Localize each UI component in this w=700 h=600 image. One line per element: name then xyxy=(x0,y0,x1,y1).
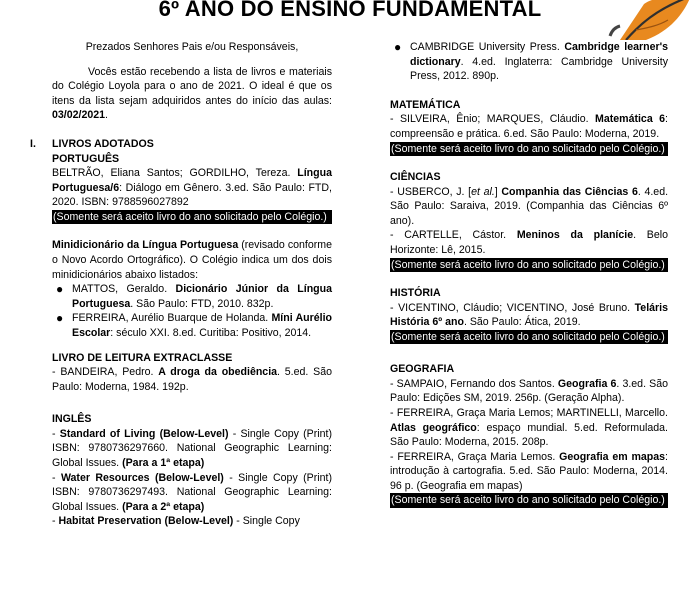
notice-geografia: (Somente será aceito livro do ano solicitado pelo Colégio.) xyxy=(390,493,668,507)
left-column xyxy=(30,40,333,529)
notice-ciencias: (Somente será aceito livro do ano solicitado pelo Colégio.) xyxy=(390,258,668,272)
ingles-item: - Habitat Preservation (Below-Level) - Single Copy xyxy=(52,515,300,528)
section-heading: LIVROS ADOTADOS xyxy=(52,137,154,150)
notice-matematica: (Somente será aceito livro do ano solicitado pelo Colégio.) xyxy=(390,142,668,156)
list-item: ● FERREIRA, Aurélio Buarque de Holanda. Míni Aurélio Escolar: século XXI. 8.ed. Curitiba: Positivo, 2014. xyxy=(56,311,332,339)
bullet-icon: ● xyxy=(56,282,64,297)
ingles-item: - Water Resources (Below-Level) - Single Copy (Print) ISBN: 9780736297493. National Geographic Learning: Global Issues. (Para a 2ª etapa) xyxy=(52,471,332,513)
ingles-heading: INGLÊS xyxy=(52,413,92,426)
leitura-heading: LIVRO DE LEITURA EXTRACLASSE xyxy=(52,351,233,364)
ciencias-book: - USBERCO, J. [et al.] Companhia das Ciências 6. 4.ed. São Paulo: Saraiva, 2019. (Companhia das Ciências 6º ano). xyxy=(390,185,669,227)
ingles-item: - Standard of Living (Below-Level) - Single Copy (Print) ISBN: 9780736297660. National Geographic Learning: Global Issues. (Para a 1ª etapa) xyxy=(52,427,332,470)
geografia-heading: GEOGRAFIA xyxy=(390,363,455,376)
right-column xyxy=(390,40,668,508)
section-numeral: I. xyxy=(30,137,36,150)
leitura-book: - BANDEIRA, Pedro. A droga da obediência. 5.ed. São Paulo: Moderna, 1984. 192p. xyxy=(52,366,333,393)
ciencias-book: - CARTELLE, Cástor. Meninos da planície. Belo Horizonte: Lê, 2015. xyxy=(390,229,668,256)
bullet-icon: ● xyxy=(394,40,402,54)
minidicionario: Minidicionário da Língua Portuguesa (revisado conforme o Novo Acordo Ortográfico). O Colégio indica um dos dois minidicionários abaixo listados: xyxy=(52,239,332,281)
matematica-book: - SILVEIRA, Ênio; MARQUES, Cláudio. Matemática 6: compreensão e prática. 6.ed. São Paulo: Moderna, 2019. xyxy=(390,113,668,140)
historia-heading: HISTÓRIA xyxy=(390,286,441,299)
portugues-book: BELTRÃO, Eliana Santos; GORDILHO, Tereza. Língua Portuguesa/6: Diálogo em Gênero. 3.ed. São Paulo: FTD, 2020. ISBN: 9788596027892 xyxy=(52,167,332,209)
cambridge-list xyxy=(390,40,668,84)
intro-date: 03/02/2021 xyxy=(52,109,106,122)
historia-book: - VICENTINO, Cláudio; VICENTINO, José Bruno. Teláris História 6º ano. São Paulo: Ática, 2019. xyxy=(390,301,668,329)
intro-paragraph: Vocês estão recebendo a lista de livros e materiais do Colégio Loyola para o ano de 2021. O ideal é que os itens da lista sejam adquiridos antes do início das aulas: 03/02/2021. xyxy=(52,65,332,122)
greeting: Prezados Senhores Pais e/ou Responsáveis, xyxy=(85,41,299,53)
section-livros-adotados xyxy=(30,137,332,152)
list-item: ● CAMBRIDGE University Press. Cambridge learner's dictionary. 4.ed. Inglaterra: Cambridge University Press, 2012. 890p. xyxy=(394,40,668,83)
ciencias-heading: CIÊNCIAS xyxy=(390,170,441,183)
page-title: 6º ANO DO ENSINO FUNDAMENTAL xyxy=(158,0,542,21)
list-item: ● MATTOS, Geraldo. Dicionário Júnior da Língua Portuguesa. São Paulo: FTD, 2010. 832p. xyxy=(56,282,332,310)
portugues-heading: PORTUGUÊS xyxy=(52,152,120,165)
bullet-icon: ● xyxy=(56,311,64,326)
notice-historia: (Somente será aceito livro do ano solicitado pelo Colégio.) xyxy=(390,330,668,344)
geografia-book: - FERREIRA, Graça Maria Lemos. Geografia em mapas: introdução à cartografia. 5.ed. São Paulo: Moderna, 2014. 96 p. (Geografia em mapas) xyxy=(390,450,668,492)
geografia-book: - SAMPAIO, Fernando dos Santos. Geografia 6. 3.ed. São Paulo: Edições SM, 2019. 256p. (Geração Alpha). xyxy=(390,377,668,405)
feather-quill-icon xyxy=(606,0,700,40)
notice-portugues: (Somente será aceito livro do ano solicitado pelo Colégio.) xyxy=(52,210,332,224)
matematica-heading: MATEMÁTICA xyxy=(390,98,461,111)
dictionary-list xyxy=(52,282,332,340)
geografia-book: - FERREIRA, Graça Maria Lemos; MARTINELLI, Marcello. Atlas geográfico: espaço mundial. 5.ed. Reformulada. São Paulo: Moderna, 2015. 208p. xyxy=(390,406,668,449)
